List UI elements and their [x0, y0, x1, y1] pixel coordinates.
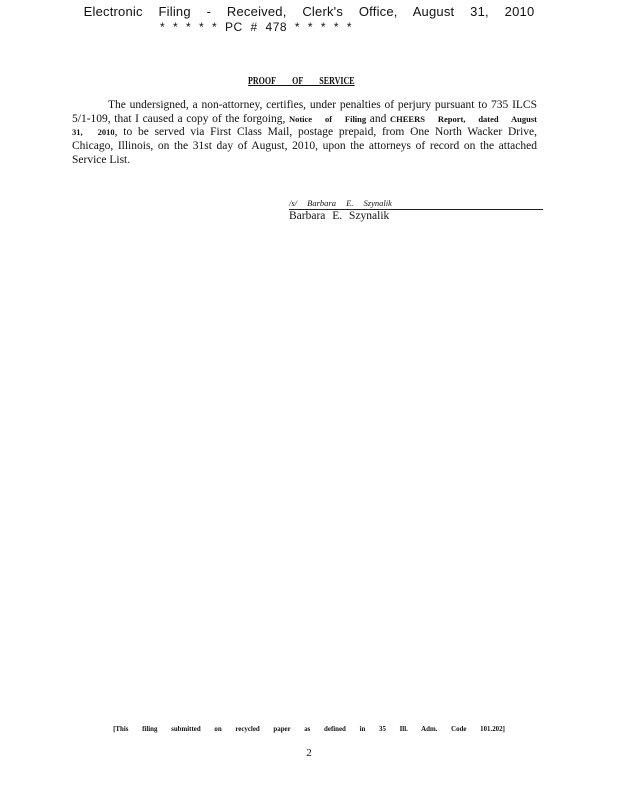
page-number: 2	[306, 747, 312, 759]
electronic-signature: /s/ Barbara E. Szynalik	[289, 198, 543, 210]
and-word: and	[369, 112, 387, 125]
cheers-report-reference: CHEERS Report, dated August 31, 2010	[72, 113, 538, 138]
electronic-filing-header: Electronic Filing - Received, Clerk's Office, August 31, 2010	[83, 4, 535, 19]
certification-paragraph	[72, 99, 537, 168]
certification-text-part2: , to be served via First Class Mail, postage prepaid, from One North Wacker Drive, Chicago, Illinois, on the 31st day of August, 2010, upon the attorneys of record on the attached Service List.	[72, 126, 538, 166]
notice-of-filing-reference: Notice of Filing	[288, 113, 367, 124]
signer-name: Barbara E. Szynalik	[289, 210, 390, 222]
recycled-paper-note: [This filing submitted on recycled paper as defined in 35 Ill. Adm. Code 101.202]	[113, 724, 505, 733]
certification-text-part1: The undersigned, a non-attorney, certifies, under penalties of perjury pursuant to 735 ILCS 5/1-109, that I caused a copy of the forgoing,	[72, 99, 537, 125]
pc-number-line: * * * * * PC # 478 * * * * *	[160, 20, 353, 34]
document-title: PROOF OF SERVICE	[248, 76, 355, 87]
